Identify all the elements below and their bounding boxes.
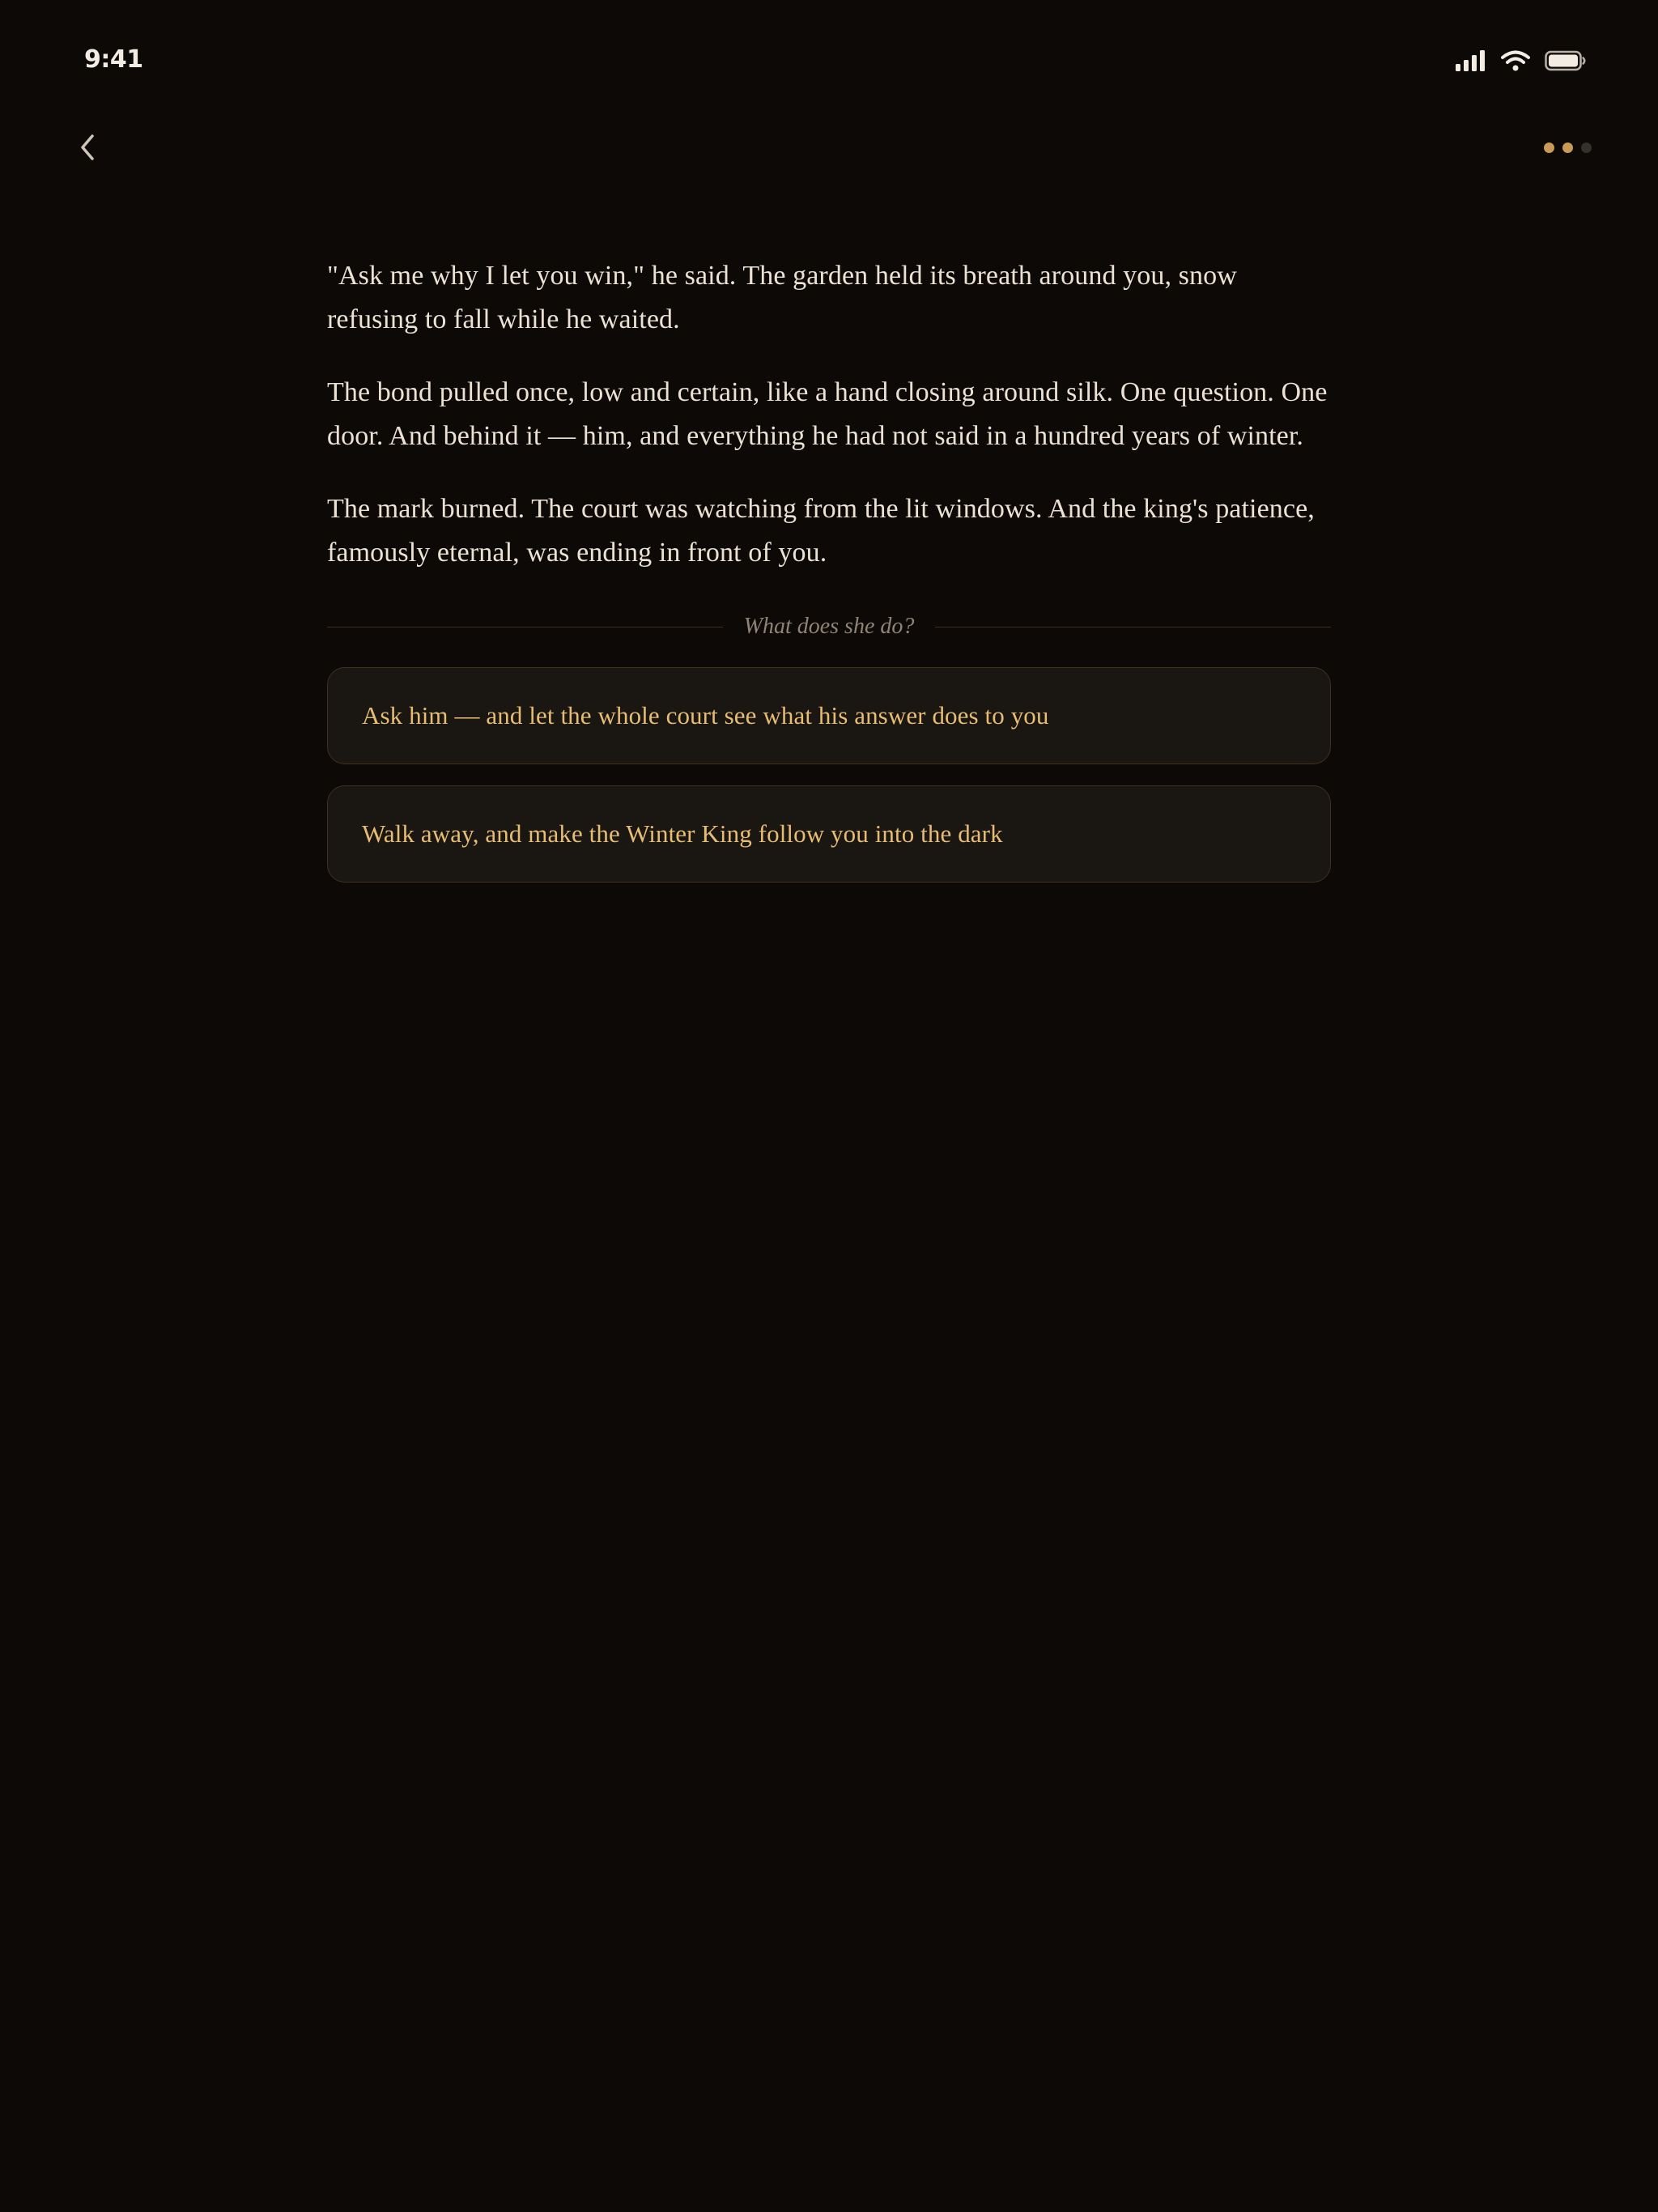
status-icons — [1456, 50, 1587, 71]
battery-icon — [1545, 50, 1587, 71]
progress-dots — [1536, 143, 1592, 153]
progress-dot-3 — [1581, 143, 1592, 153]
wifi-icon — [1501, 50, 1530, 71]
signal-icon — [1456, 50, 1486, 71]
status-time: 9:41 — [84, 45, 143, 74]
progress-dot-2 — [1562, 143, 1573, 153]
choice-list — [327, 667, 1331, 883]
status-bar — [0, 0, 1658, 113]
back-button[interactable] — [68, 128, 107, 167]
chevron-left-icon — [76, 133, 99, 162]
story-paragraph: The mark burned. The court was watching from the lit windows. And the king's patience, famously eternal, was ending in front of you. — [327, 494, 1315, 568]
choice-button-ask-him[interactable] — [327, 667, 1331, 764]
prompt-text: What does she do? — [743, 614, 915, 639]
progress-dot-1 — [1544, 143, 1554, 153]
story-content — [327, 254, 1331, 904]
choice-label: Ask him — and let the whole court see what his answer does to you — [362, 701, 1049, 730]
story-paragraph: "Ask me why I let you win," he said. The garden held its breath around you, snow refusing to fall while he waited. — [327, 261, 1237, 334]
choice-label: Walk away, and make the Winter King follow you into the dark — [362, 819, 1003, 848]
choice-button-walk-away[interactable] — [327, 785, 1331, 883]
story-paragraph: The bond pulled once, low and certain, like a hand closing around silk. One question. One door. And behind it — him, and everything he had not said in a hundred years of winter. — [327, 377, 1328, 451]
choice-prompt — [327, 610, 1331, 643]
